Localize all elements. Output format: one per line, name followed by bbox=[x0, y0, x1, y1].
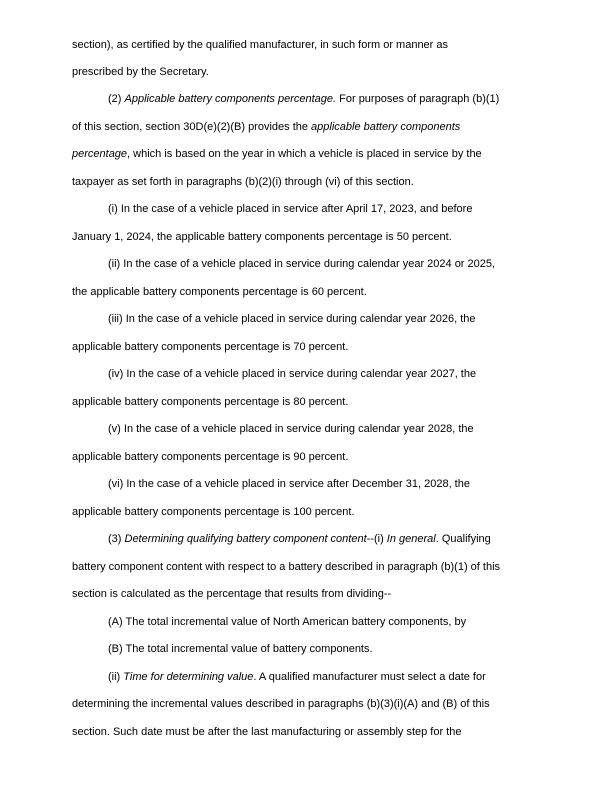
text-line: (vi) In the case of a vehicle placed in service after December 31, 2028, the bbox=[108, 478, 470, 490]
text-line: (2) Applicable battery components percentage. For purposes of paragraph (b)(1) bbox=[108, 93, 500, 105]
text-line: (iii) In the case of a vehicle placed in service during calendar year 2026, the bbox=[108, 313, 476, 325]
text-line: section is calculated as the percentage that results from dividing-- bbox=[72, 588, 392, 600]
text-line: determining the incremental values described in paragraphs (b)(3)(i)(A) and (B) of this bbox=[72, 698, 490, 710]
text-line: of this section, section 30D(e)(2)(B) provides the applicable battery components bbox=[72, 121, 461, 133]
italic-heading: Determining qualifying battery component content bbox=[124, 533, 367, 545]
text-line: section. Such date must be after the last manufacturing or assembly step for the bbox=[72, 726, 462, 738]
text-line: taxpayer as set forth in paragraphs (b)(2)(i) through (vi) of this section. bbox=[72, 176, 414, 188]
text-line: (B) The total incremental value of battery components. bbox=[108, 643, 373, 655]
italic-heading: Time for determining value bbox=[123, 671, 254, 683]
text-line: (ii) Time for determining value. A qualified manufacturer must select a date for bbox=[108, 671, 486, 683]
text-line: (3) Determining qualifying battery component content--(i) In general. Qualifying bbox=[108, 533, 491, 545]
text-line: (iv) In the case of a vehicle placed in service during calendar year 2027, the bbox=[108, 368, 477, 380]
text-line: (i) In the case of a vehicle placed in service after April 17, 2023, and before bbox=[108, 203, 473, 215]
italic-term: percentage bbox=[72, 148, 128, 160]
text-line: applicable battery components percentage is 100 percent. bbox=[72, 506, 355, 518]
text-line: January 1, 2024, the applicable battery components percentage is 50 percent. bbox=[72, 231, 452, 243]
text-line: percentage, which is based on the year in which a vehicle is placed in service by the bbox=[72, 148, 482, 160]
italic-heading: In general bbox=[386, 533, 436, 545]
text-line: (A) The total incremental value of North American battery components, by bbox=[108, 616, 467, 628]
text-line: prescribed by the Secretary. bbox=[72, 66, 209, 78]
italic-term: applicable battery components bbox=[311, 121, 461, 133]
text-line: section), as certified by the qualified manufacturer, in such form or manner as bbox=[72, 39, 449, 51]
text-line: battery component content with respect to a battery described in paragraph (b)(1) of this bbox=[72, 561, 501, 573]
text-line: applicable battery components percentage is 90 percent. bbox=[72, 451, 349, 463]
italic-heading: Applicable battery components percentage. bbox=[124, 93, 337, 105]
text-line: (v) In the case of a vehicle placed in service during calendar year 2028, the bbox=[108, 423, 474, 435]
text-line: applicable battery components percentage is 70 percent. bbox=[72, 341, 349, 353]
text-line: (ii) In the case of a vehicle placed in service during calendar year 2024 or 2025, bbox=[108, 258, 496, 270]
text-line: applicable battery components percentage is 80 percent. bbox=[72, 396, 349, 408]
text-line: the applicable battery components percentage is 60 percent. bbox=[72, 286, 367, 298]
